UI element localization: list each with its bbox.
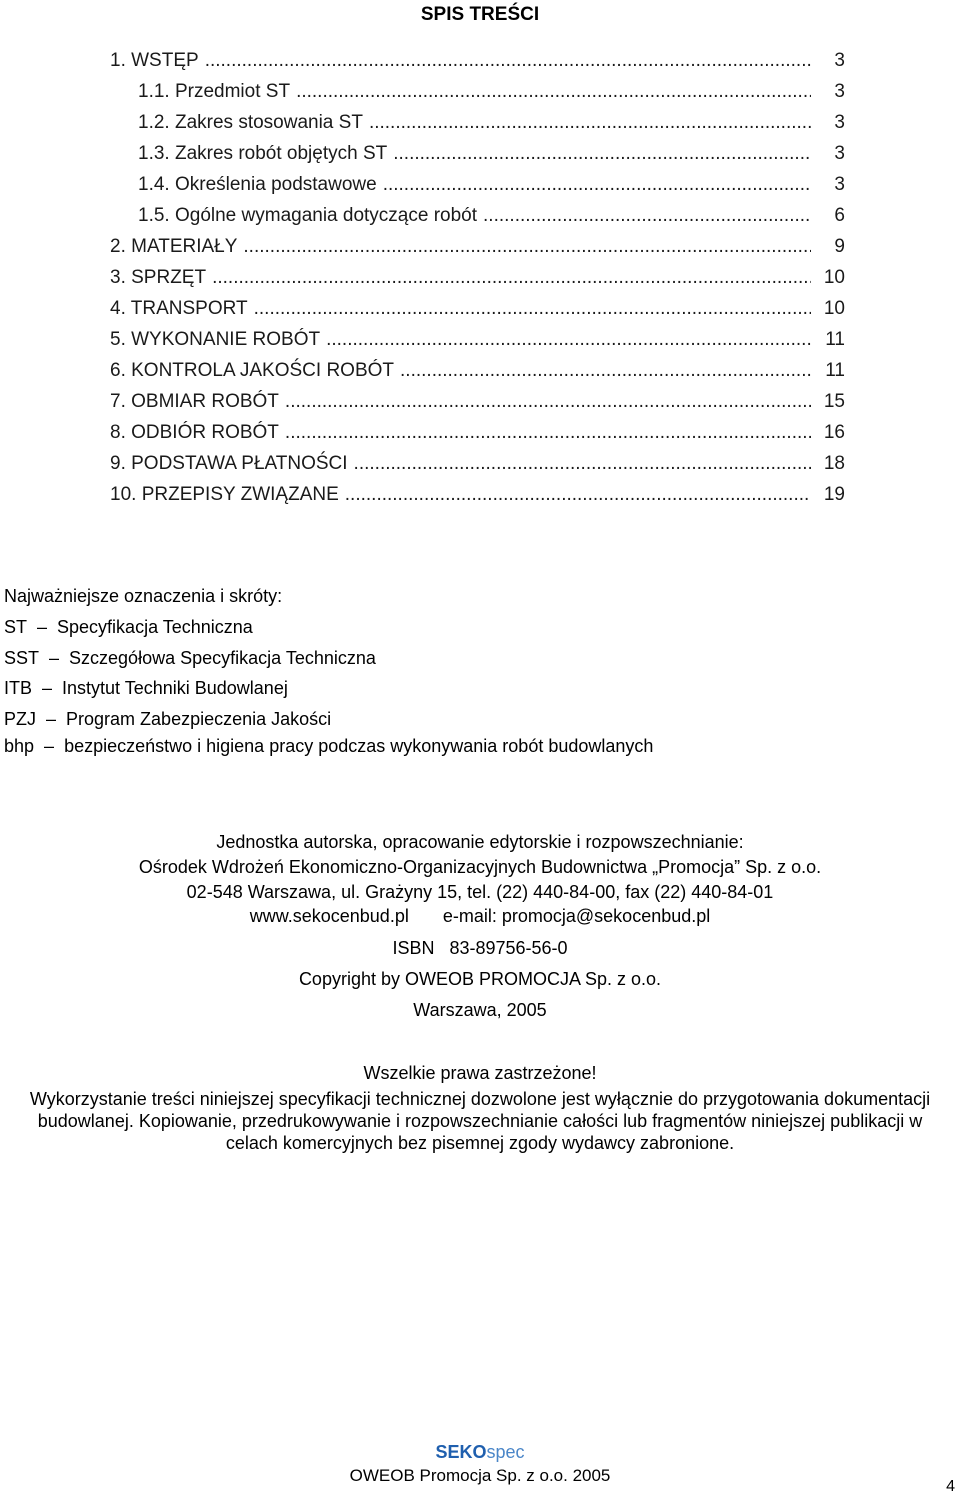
abbreviation-code: bhp: [4, 736, 35, 756]
website-link[interactable]: www.sekocenbud.pl: [249, 906, 409, 926]
rights-text: Wykorzystanie treści niniejszej specyfikacji technicznej dozwolone jest wyłącznie do przygotowania dokumentacji budowlanej. Kopiowanie, przedrukowywanie i rozpowszechnianie całości lub fragmentów niniejszej publikacji w celach komercyjnych bez pisemnej zgody wydawcy zabronione.: [29, 1089, 931, 1153]
toc-entry-page: 9: [834, 236, 845, 257]
logo-bold-part: SEKO: [435, 1442, 487, 1462]
abbreviation-dash: –: [49, 648, 60, 668]
toc-entry[interactable]: [110, 236, 845, 262]
toc-entry-label: 1.3. Zakres robót objętych ST: [138, 143, 388, 164]
toc-entry-page: 18: [823, 453, 845, 474]
abbreviation-code: SST: [4, 648, 40, 668]
toc-entry-page: 15: [823, 391, 845, 412]
toc-leader-dots: [383, 174, 811, 196]
toc-entry[interactable]: [138, 205, 845, 231]
toc-entry[interactable]: [110, 453, 845, 479]
toc-entry-label: 1.2. Zakres stosowania ST: [138, 112, 363, 133]
isbn-line: [0, 938, 960, 959]
copyright-line: Copyright by OWEOB PROMOCJA Sp. z o.o.: [298, 969, 662, 989]
toc-entry[interactable]: [110, 391, 845, 417]
publisher-line: Jednostka autorska, opracowanie edytorskie i rozpowszechnianie:: [216, 832, 744, 852]
publisher-address: 02-548 Warszawa, ul. Grażyny 15, tel. (22) 440-84-00, fax (22) 440-84-01: [186, 882, 774, 902]
toc-leader-dots: [369, 112, 811, 134]
toc-leader-dots: [254, 298, 811, 320]
toc-leader-dots: [326, 329, 811, 351]
toc-entry-page: 3: [834, 143, 845, 164]
toc-leader-dots: [285, 391, 811, 413]
toc-entry-label: 6. KONTROLA JAKOŚCI ROBÓT: [110, 360, 395, 381]
abbreviation-item: [4, 736, 653, 757]
rights-heading: Wszelkie prawa zastrzeżone!: [363, 1063, 597, 1083]
sekospec-logo: [0, 1442, 960, 1463]
toc-entry-page: 3: [834, 112, 845, 133]
page-number: 4: [946, 1478, 955, 1495]
place-year: Warszawa, 2005: [413, 1000, 547, 1020]
abbreviation-text: bezpieczeństwo i higiena pracy podczas wykonywania robót budowlanych: [64, 736, 654, 756]
toc-entry-label: 3. SPRZĘT: [110, 267, 207, 288]
abbreviation-text: Program Zabezpieczenia Jakości: [66, 709, 332, 729]
toc-entry-label: 2. MATERIAŁY: [110, 236, 238, 257]
abbreviation-text: Szczegółowa Specyfikacja Techniczna: [69, 648, 376, 668]
toc-entry[interactable]: [110, 298, 845, 324]
abbreviation-dash: –: [46, 709, 57, 729]
email-link[interactable]: e-mail: promocja@sekocenbud.pl: [442, 906, 711, 926]
abbreviation-dash: –: [42, 678, 53, 698]
toc-entry-label: 4. TRANSPORT: [110, 298, 248, 319]
toc-entry[interactable]: [110, 360, 845, 386]
toc-entry-page: 10: [823, 298, 845, 319]
toc-entry-page: 10: [823, 267, 845, 288]
publisher-name: Ośrodek Wdrożeń Ekonomiczno-Organizacyjnych Budownictwa „Promocja” Sp. z o.o.: [138, 857, 822, 877]
toc-entry-label: 10. PRZEPISY ZWIĄZANE: [110, 484, 339, 505]
toc-entry[interactable]: [110, 267, 845, 293]
toc-entry[interactable]: [138, 174, 845, 200]
abbreviation-text: Specyfikacja Techniczna: [57, 617, 253, 637]
toc-entry[interactable]: [138, 143, 845, 169]
toc-entry-page: 3: [834, 50, 845, 71]
abbreviation-item: [4, 709, 331, 730]
abbreviation-code: PZJ: [4, 709, 37, 729]
toc-entry[interactable]: [110, 329, 845, 355]
toc-entry-page: 11: [825, 329, 845, 350]
abbreviation-code: ST: [4, 617, 28, 637]
toc-entry-label: 1.4. Określenia podstawowe: [138, 174, 377, 195]
toc-entry[interactable]: [110, 422, 845, 448]
toc-leader-dots: [243, 236, 811, 258]
toc-leader-dots: [285, 422, 811, 444]
publisher-contacts: [0, 906, 960, 927]
toc-leader-dots: [296, 81, 811, 103]
abbreviation-dash: –: [44, 736, 55, 756]
toc-entry-label: 1. WSTĘP: [110, 50, 199, 71]
toc-leader-dots: [393, 143, 811, 165]
toc-entry-label: 7. OBMIAR ROBÓT: [110, 391, 279, 412]
logo-light-part: spec: [486, 1442, 525, 1462]
toc-entry-page: 6: [834, 205, 845, 226]
toc-entry-label: 9. PODSTAWA PŁATNOŚCI: [110, 453, 348, 474]
toc-entry-label: 8. ODBIÓR ROBÓT: [110, 422, 279, 443]
toc-entry-label: 5. WYKONANIE ROBÓT: [110, 329, 321, 350]
toc-leader-dots: [400, 360, 811, 382]
abbreviation-item: [4, 678, 288, 699]
toc-entry-label: 1.1. Przedmiot ST: [138, 81, 291, 102]
toc-leader-dots: [205, 50, 811, 72]
abbreviation-item: [4, 617, 253, 638]
toc-entry-label: 1.5. Ogólne wymagania dotyczące robót: [138, 205, 478, 226]
footer-text: OWEOB Promocja Sp. z o.o. 2005: [349, 1466, 611, 1485]
isbn-label: ISBN: [392, 938, 435, 958]
abbreviation-item: [4, 648, 376, 669]
toc-entry[interactable]: [110, 50, 845, 76]
toc-entry-page: 11: [825, 360, 845, 381]
abbreviation-dash: –: [37, 617, 48, 637]
toc-leader-dots: [345, 484, 811, 506]
toc-entry[interactable]: [110, 484, 845, 510]
toc-entry[interactable]: [138, 81, 845, 107]
abbreviation-text: Instytut Techniki Budowlanej: [62, 678, 288, 698]
isbn-number: 83-89756-56-0: [449, 938, 568, 958]
page-title: SPIS TREŚCI: [420, 4, 540, 25]
toc-entry-page: 3: [834, 174, 845, 195]
toc-entry[interactable]: [138, 112, 845, 138]
abbreviation-code: ITB: [4, 678, 33, 698]
toc-entry-page: 19: [823, 484, 845, 505]
toc-leader-dots: [483, 205, 811, 227]
toc-leader-dots: [212, 267, 811, 289]
toc-entry-page: 3: [834, 81, 845, 102]
abbreviations-heading: Najważniejsze oznaczenia i skróty:: [4, 586, 283, 606]
toc-leader-dots: [354, 453, 811, 475]
toc-entry-page: 16: [823, 422, 845, 443]
